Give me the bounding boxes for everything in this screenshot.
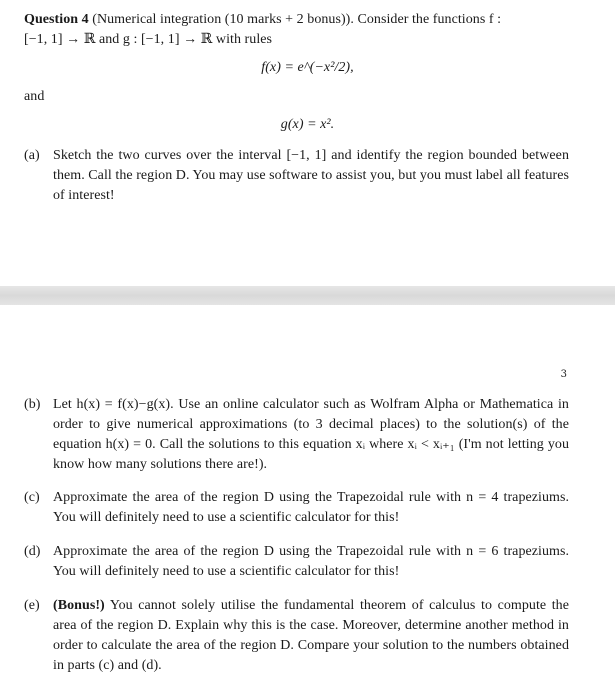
part-d-text: Approximate the area of the region D using the Trapezoidal rule with n = 6 trapeziums. You will definitely need to use a scientific calculator for this! — [53, 544, 569, 579]
part-e-text: You cannot solely utilise the fundamental theorem of calculus to compute the area of the region D. Explain why this is the case. Moreover, determine another method in order to calculate the area of the region D. Compare your solution to the numbers obtained in parts (c) and (d). — [53, 598, 569, 673]
part-e-body — [53, 596, 569, 676]
and-connector: and — [24, 89, 45, 104]
part-e — [24, 596, 569, 676]
part-b-label: (b) — [24, 397, 41, 412]
page-top — [0, 0, 615, 286]
part-b — [24, 395, 569, 475]
part-a-text: Sketch the two curves over the interval [−1, 1] and identify the region bounded between them. Call the region D. You may use software to assist you, but you must label all features of interest! — [53, 148, 569, 203]
part-a-label: (a) — [24, 148, 40, 163]
part-e-bonus: (Bonus!) — [53, 598, 105, 613]
part-c — [24, 488, 569, 528]
question-intro: (Numerical integration (10 marks + 2 bonus)). Consider the functions f : — [92, 12, 502, 27]
part-c-label: (c) — [24, 490, 40, 505]
part-a — [24, 146, 569, 206]
question-heading-line — [24, 10, 501, 30]
equation-f: f(x) = e^(−x²/2), — [261, 60, 354, 75]
part-d-label: (d) — [24, 544, 41, 559]
equation-g: g(x) = x². — [280, 117, 335, 132]
part-c-text: Approximate the area of the region D using the Trapezoidal rule with n = 4 trapeziums. You will definitely need to use a scientific calculator for this! — [53, 490, 569, 525]
part-d — [24, 542, 569, 582]
part-b-text: Let h(x) = f(x)−g(x). Use an online calculator such as Wolfram Alpha or Mathematica in order to give numerical approximations (to 3 decimal places) to the solution(s) of the equation h(x) = 0. Call the solutions to this equation xᵢ where xᵢ < xᵢ₊₁ (I'm not letting you know how many solutions there are!). — [53, 397, 569, 472]
page-number: 3 — [560, 369, 567, 380]
page-bottom — [0, 305, 615, 700]
page-separator — [0, 286, 615, 305]
part-e-label: (e) — [24, 598, 40, 613]
question-title: Question 4 — [24, 12, 89, 27]
question-domain-line: [−1, 1] → ℝ and g : [−1, 1] → ℝ with rules — [24, 32, 273, 47]
